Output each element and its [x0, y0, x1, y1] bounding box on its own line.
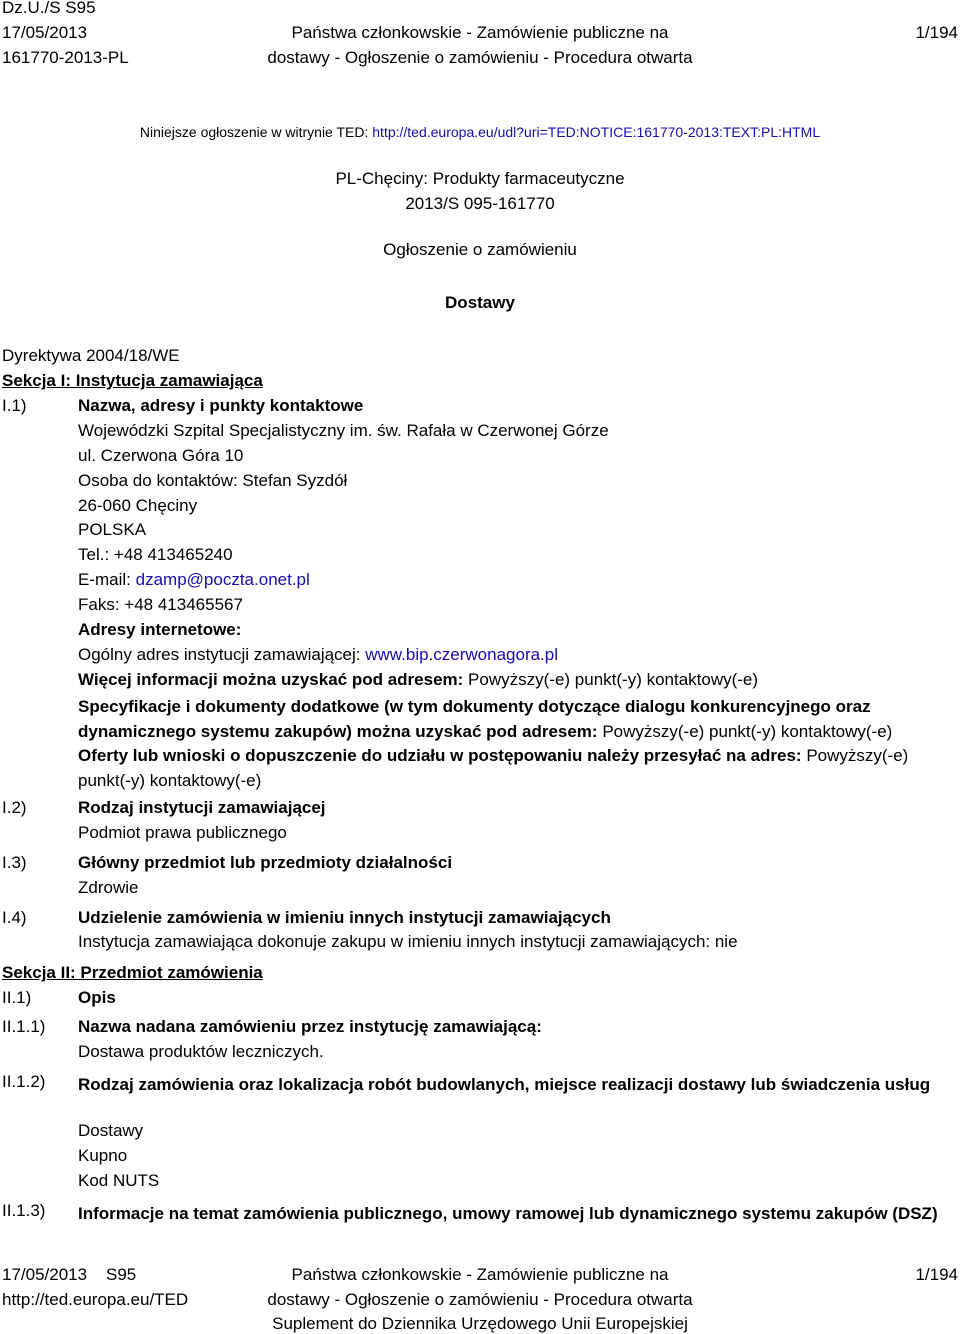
header-doc-id: 161770-2013-PL [2, 48, 129, 67]
notice-category: Dostawy [445, 293, 515, 312]
more-info-value: Powyższy(-e) punkt(-y) kontaktowy(-e) [468, 670, 759, 689]
item-i3-number: I.3) [2, 853, 27, 872]
header-journal-ref: Dz.U./S S95 [2, 0, 96, 17]
address-street: ul. Czerwona Góra 10 [78, 446, 244, 465]
footer-title-line1: Państwa członkowskie - Zamówienie publiczne na [291, 1265, 669, 1284]
ted-notice-link[interactable]: http://ted.europa.eu/udl?uri=TED:NOTICE:161770-2013:TEXT:PL:HTML [372, 124, 821, 140]
notice-title: PL-Chęciny: Produkty farmaceutyczne [335, 169, 625, 188]
section-2-heading: Sekcja II: Przedmiot zamówienia [2, 963, 263, 982]
general-address-label: Ogólny adres instytucji zamawiającej: [78, 645, 361, 664]
item-ii11-title: Nazwa nadana zamówieniu przez instytucję zamawiającą: [78, 1017, 542, 1036]
header-title-line2: dostawy - Ogłoszenie o zamówieniu - Procedura otwarta [267, 48, 693, 67]
item-i4-title: Udzielenie zamówienia w imieniu innych instytucji zamawiających [78, 908, 611, 927]
more-info-line [78, 670, 758, 690]
fax: Faks: +48 413465567 [78, 595, 243, 614]
item-ii13-number: II.1.3) [2, 1201, 46, 1220]
item-i4-value: Instytucja zamawiająca dokonuje zakupu w imieniu innych instytucji zamawiających: nie [78, 932, 738, 951]
item-i1-number: I.1) [2, 396, 27, 415]
item-i2-value: Podmiot prawa publicznego [78, 823, 287, 842]
item-ii12-title: Rodzaj zamówienia oraz lokalizacja robót budowlanych, miejsce realizacji dostawy lub świadczenia usług [78, 1075, 931, 1094]
offers-value: Powyższy(-e) punkt(-y) kontaktowy(-e) [78, 746, 909, 790]
email-line [78, 570, 310, 590]
specifications-label: Specyfikacje i dokumenty dodatkowe (w tym dokumenty dotyczące dialogu konkurencyjnego oraz dynamicznego systemu zakupów) można uzyskać pod adresem: [78, 697, 871, 741]
header-title-line1: Państwa członkowskie - Zamówienie publiczne na [291, 23, 669, 42]
item-ii1-number: II.1) [2, 988, 32, 1007]
contact-person: Osoba do kontaktów: Stefan Syzdół [78, 471, 348, 490]
item-i2-title: Rodzaj instytucji zamawiającej [78, 798, 326, 817]
directive: Dyrektywa 2004/18/WE [2, 346, 180, 365]
email-link[interactable]: dzamp@poczta.onet.pl [135, 570, 310, 589]
section-1-heading: Sekcja I: Instytucja zamawiająca [2, 371, 263, 390]
item-i1-title: Nazwa, adresy i punkty kontaktowe [78, 396, 364, 415]
telephone: Tel.: +48 413465240 [78, 545, 233, 564]
footer-supplement: Suplement do Dziennika Urzędowego Unii Europejskiej [272, 1314, 688, 1333]
ted-notice [0, 124, 960, 141]
footer-ted-link[interactable]: http://ted.europa.eu/TED [2, 1290, 189, 1309]
item-i2-number: I.2) [2, 798, 27, 817]
item-ii12-number: II.1.2) [2, 1072, 46, 1091]
item-ii12-value-2: Kupno [78, 1146, 128, 1165]
footer-title-line2: dostawy - Ogłoszenie o zamówieniu - Procedura otwarta [267, 1290, 693, 1309]
offers-line [78, 743, 948, 793]
ted-notice-prefix: Niniejsze ogłoszenie w witrynie TED: [139, 124, 369, 140]
item-i4-number: I.4) [2, 908, 27, 927]
header-date: 17/05/2013 [2, 23, 88, 42]
specifications-line [78, 694, 948, 744]
general-address-link[interactable]: www.bip.czerwonagora.pl [365, 645, 559, 664]
address-country: POLSKA [78, 520, 147, 539]
address-city: 26-060 Chęciny [78, 496, 198, 515]
more-info-label: Więcej informacji można uzyskać pod adresem: [78, 670, 464, 689]
item-ii13-title: Informacje na temat zamówienia publicznego, umowy ramowej lub dynamicznego systemu zakupów (DSZ) [78, 1204, 938, 1223]
notice-type: Ogłoszenie o zamówieniu [383, 240, 577, 259]
footer-date-issue: 17/05/2013 S95 [2, 1265, 137, 1284]
item-i3-value: Zdrowie [78, 878, 139, 897]
item-ii11-number: II.1.1) [2, 1017, 46, 1036]
item-ii12-value-3: Kod NUTS [78, 1171, 160, 1190]
item-i3-title: Główny przedmiot lub przedmioty działalności [78, 853, 453, 872]
offers-label: Oferty lub wnioski o dopuszczenie do udziału w postępowaniu należy przesyłać na adres: [78, 746, 802, 765]
specifications-value: Powyższy(-e) punkt(-y) kontaktowy(-e) [602, 722, 893, 741]
item-ii11-value: Dostawa produktów leczniczych. [78, 1042, 324, 1061]
footer-page-number: 1/194 [915, 1265, 958, 1284]
item-ii12-value-1: Dostawy [78, 1121, 144, 1140]
general-address-line [78, 645, 558, 665]
contracting-authority-name: Wojewódzki Szpital Specjalistyczny im. św. Rafała w Czerwonej Górze [78, 421, 609, 440]
item-ii1-title: Opis [78, 988, 116, 1007]
web-addresses-heading: Adresy internetowe: [78, 620, 242, 639]
header-page-number: 1/194 [915, 23, 958, 42]
notice-number: 2013/S 095-161770 [405, 194, 555, 213]
email-label: E-mail: [78, 570, 131, 589]
